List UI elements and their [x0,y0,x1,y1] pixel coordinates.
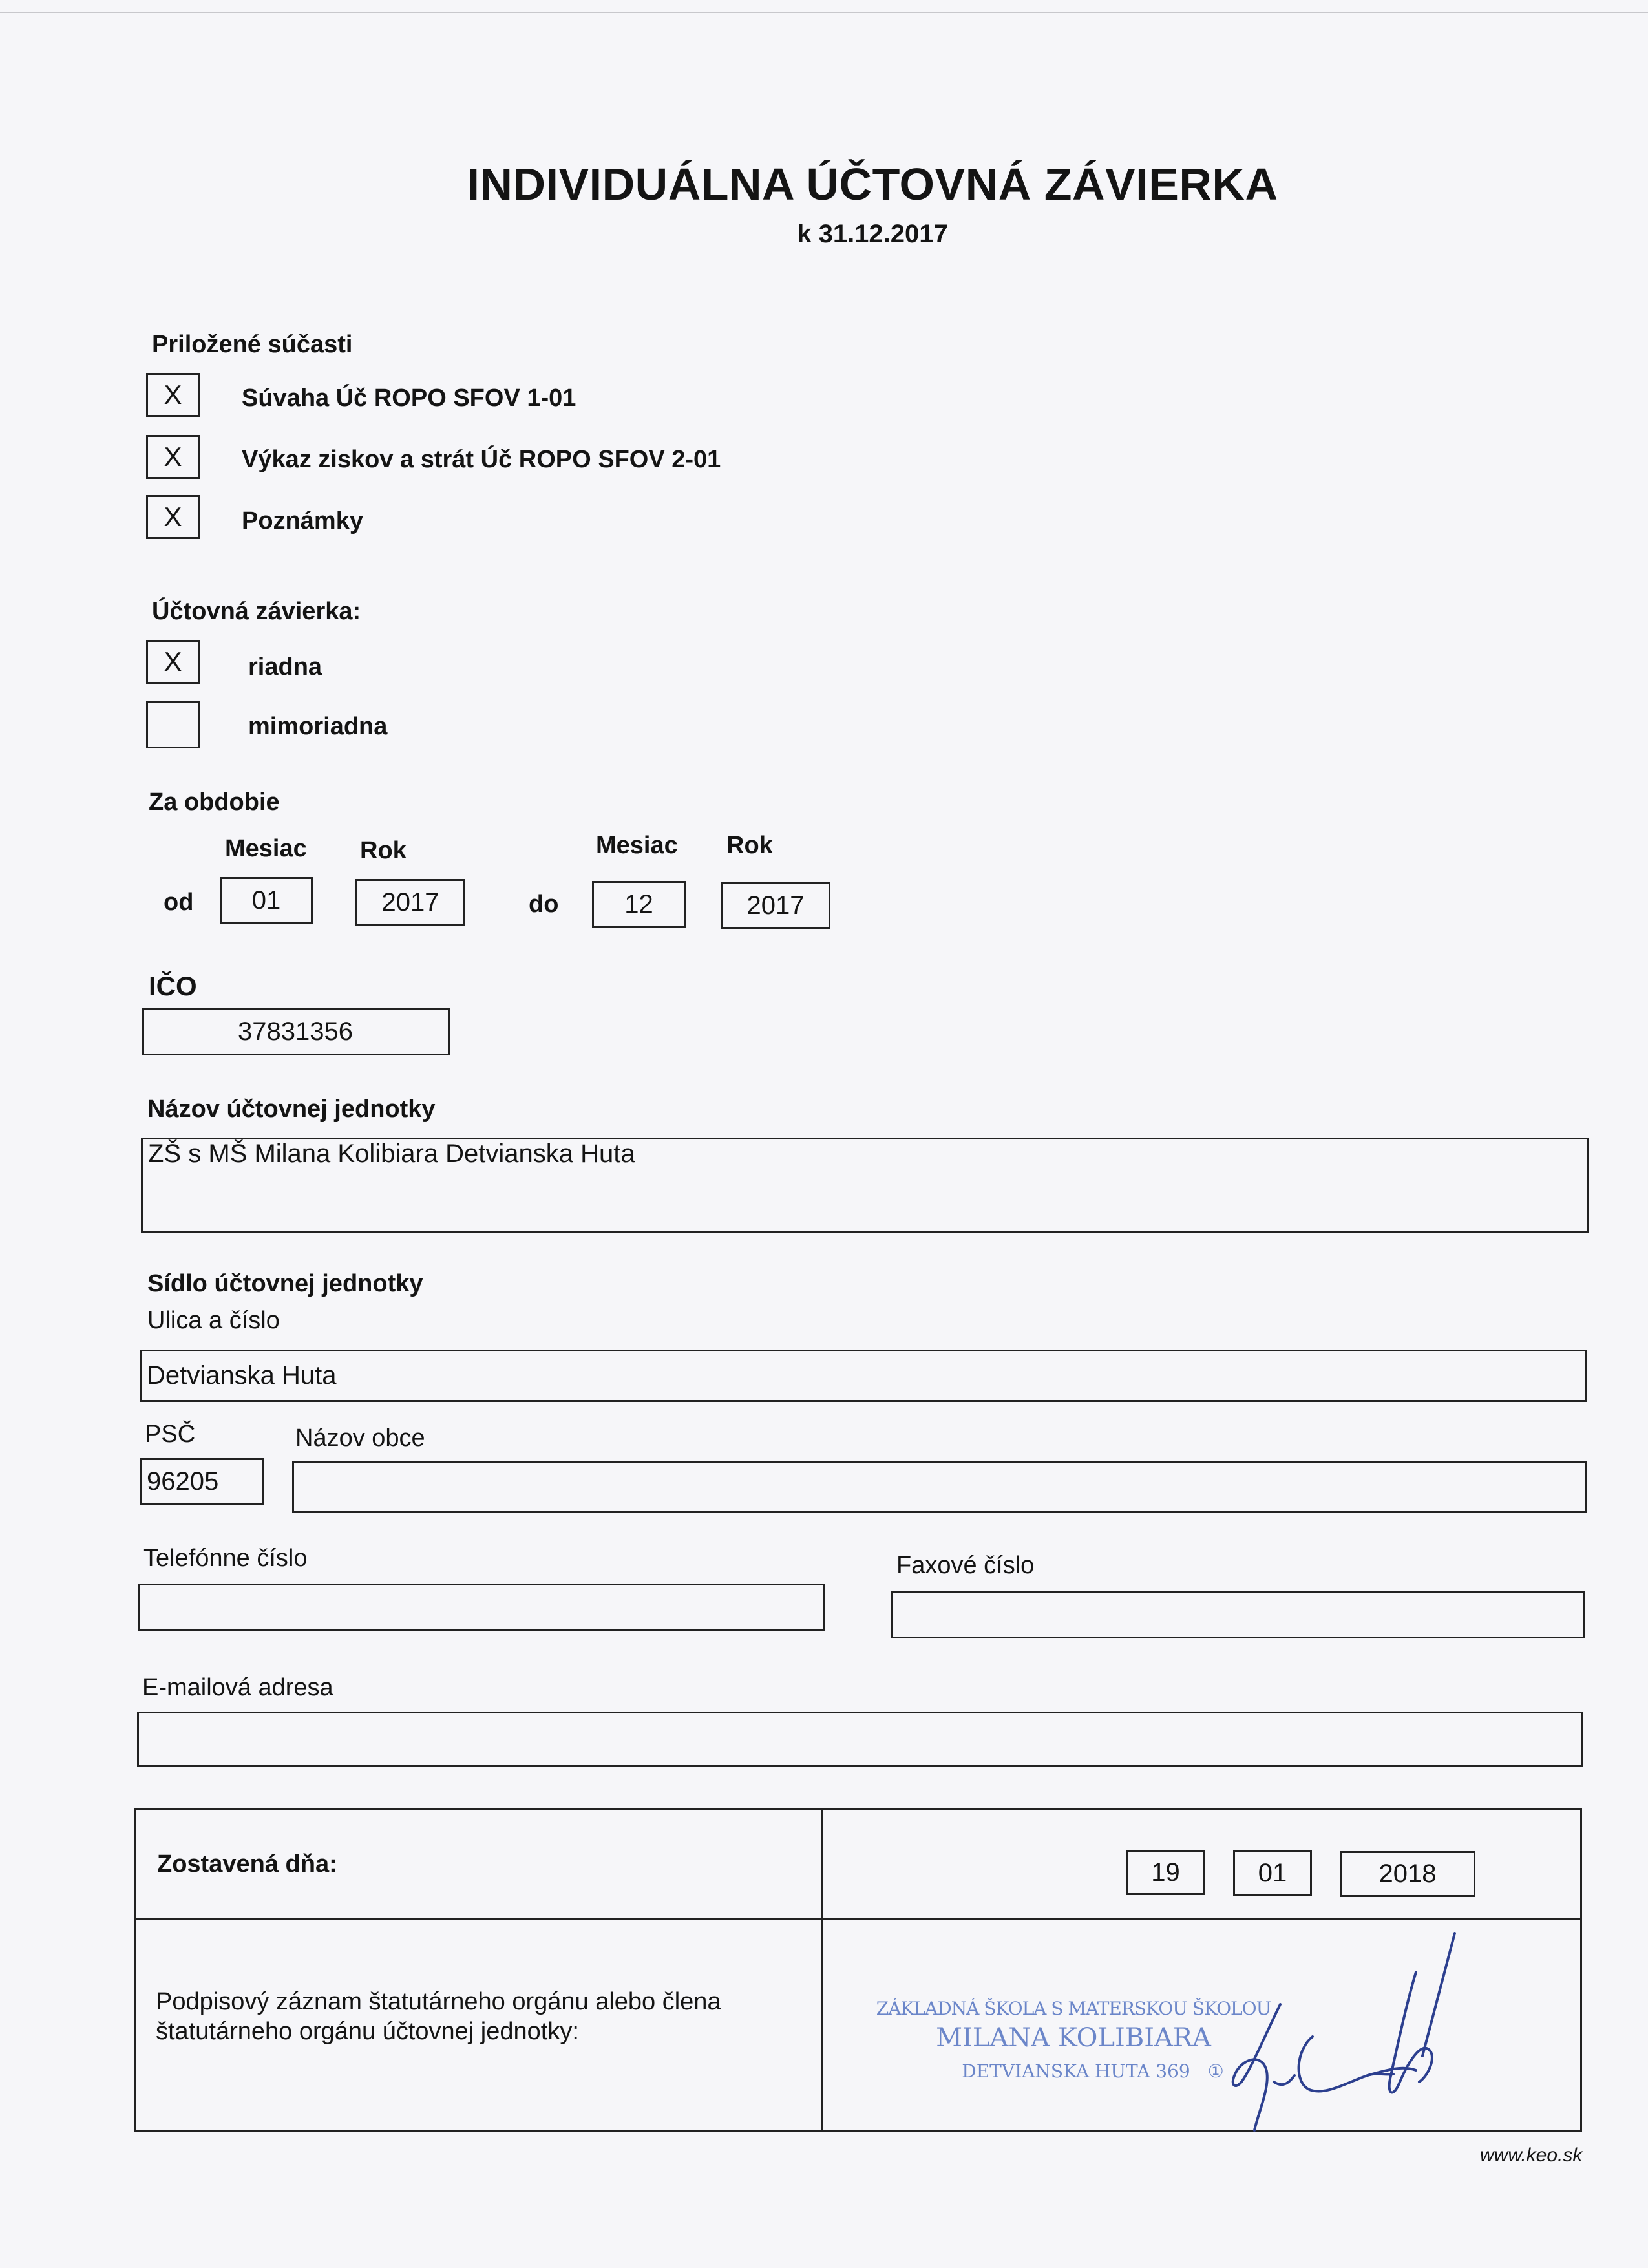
from-label: od [164,889,194,916]
document-title: INDIVIDUÁLNA ÚČTOVNÁ ZÁVIERKA [467,159,1278,209]
label-poznamky: Poznámky [242,507,363,535]
components-heading: Priložené súčasti [152,331,353,358]
seat-heading: Sídlo účtovnej jednotky [147,1270,423,1297]
to-month-label: Mesiac [596,832,678,859]
stamp-line-2: MILANA KOLIBIARA [936,2023,1211,2053]
checkbox-suvaha[interactable]: X [146,373,200,417]
signature-table [134,1808,1582,2132]
ico-label: IČO [149,971,197,1001]
unit-name-field[interactable] [141,1138,1589,1233]
from-month-field[interactable]: 01 [220,877,313,924]
checkbox-riadna[interactable]: X [146,640,200,684]
top-edge-line [0,12,1648,13]
unit-name-value: ZŠ s MŠ Milana Kolibiara Detvianska Huta [148,1139,635,1168]
street-label: Ulica a číslo [147,1307,280,1334]
compiled-day-field[interactable]: 19 [1126,1850,1205,1895]
psc-label: PSČ [145,1421,196,1448]
footer-url: www.keo.sk [1480,2145,1583,2166]
ico-field[interactable]: 37831356 [142,1008,450,1055]
fax-field[interactable] [891,1591,1585,1638]
street-field[interactable]: Detvianska Huta [140,1350,1587,1402]
compiled-year-field[interactable]: 2018 [1340,1851,1475,1897]
to-month-field[interactable]: 12 [592,881,686,928]
closing-heading: Účtovná závierka: [152,598,361,625]
checkbox-vykaz[interactable]: X [146,435,200,479]
phone-label: Telefónne číslo [143,1545,308,1572]
email-field[interactable] [137,1712,1583,1767]
signature-label: Podpisový záznam štatutárneho orgánu alebo člena štatutárneho orgánu účtovnej jednotky: [156,1988,721,2045]
compiled-month-field[interactable]: 01 [1233,1850,1312,1896]
document-subtitle: k 31.12.2017 [797,220,948,248]
from-year-field[interactable]: 2017 [355,879,465,926]
to-year-label: Rok [726,832,773,859]
to-label: do [529,891,559,918]
fax-label: Faxové číslo [896,1552,1035,1579]
email-label: E-mailová adresa [142,1674,333,1701]
town-field[interactable] [292,1461,1587,1513]
label-mimoriadna: mimoriadna [248,713,388,740]
unit-name-label: Názov účtovnej jednotky [147,1096,436,1123]
to-year-field[interactable]: 2017 [721,882,830,929]
label-suvaha: Súvaha Úč ROPO SFOV 1-01 [242,385,576,412]
psc-field[interactable]: 96205 [140,1458,264,1505]
checkbox-poznamky[interactable]: X [146,495,200,539]
stamp-line-3: DETVIANSKA HUTA 369 [962,2061,1190,2082]
stamp-mark: ① [1207,2061,1224,2082]
handwritten-signature [1145,1920,1532,2134]
town-label: Názov obce [295,1425,425,1452]
label-riadna: riadna [248,653,322,681]
from-year-label: Rok [360,837,407,864]
label-vykaz: Výkaz ziskov a strát Úč ROPO SFOV 2-01 [242,446,721,473]
from-month-label: Mesiac [225,835,307,862]
table-vertical-divider [821,1810,823,2130]
checkbox-mimoriadna[interactable] [146,701,200,748]
stamp-line-1: ZÁKLADNÁ ŠKOLA S MATERSKOU ŠKOLOU [876,1998,1271,2019]
compiled-label: Zostavená dňa: [157,1850,337,1878]
period-heading: Za obdobie [149,789,280,816]
phone-field[interactable] [138,1584,825,1631]
